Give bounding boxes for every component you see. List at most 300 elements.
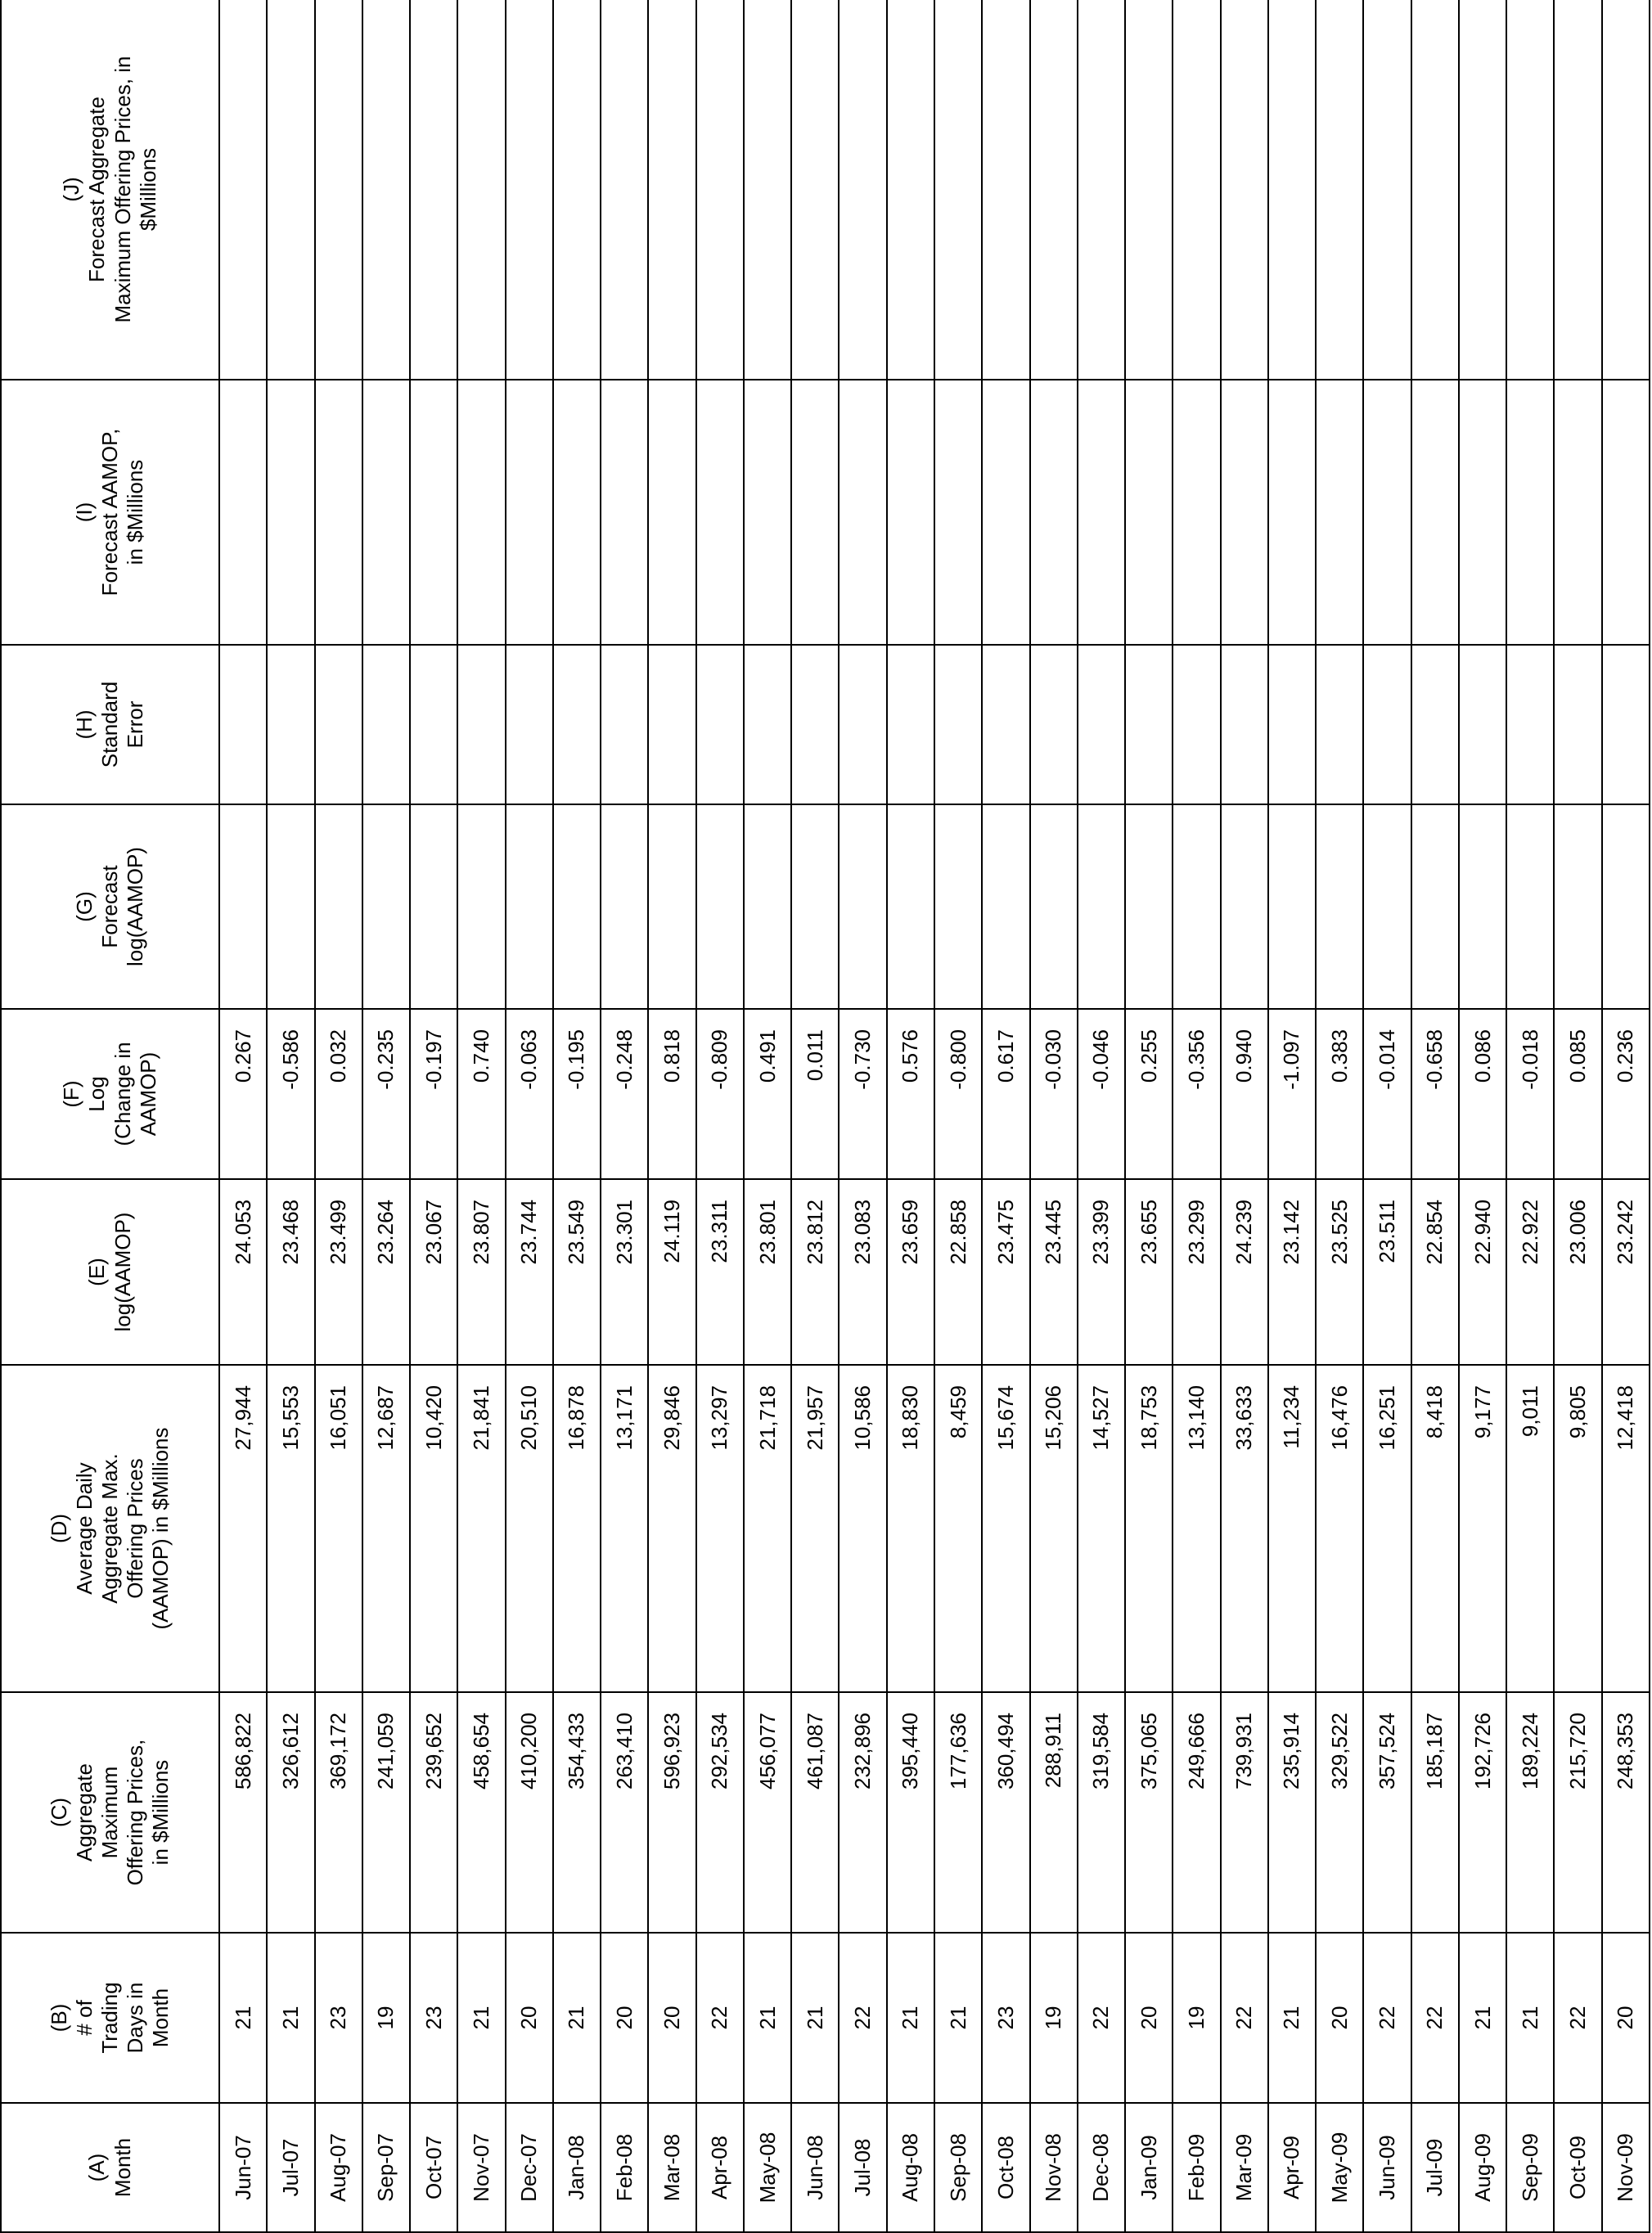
cell-forecast-log-aamop (1268, 804, 1316, 1009)
cell-trading-days: 21 (1506, 1933, 1554, 2103)
header-line: (C) (46, 1797, 71, 1828)
cell-month: Jan-09 (1125, 2103, 1173, 2232)
cell-forecast-aggregate (601, 0, 648, 380)
cell-aggregate-max-offering: 739,931 (1221, 1692, 1268, 1933)
cell-forecast-aamop (1316, 380, 1363, 645)
cell-trading-days: 20 (1125, 1933, 1173, 2103)
cell-log-aamop: 24.239 (1221, 1179, 1268, 1365)
cell-standard-error (1411, 645, 1459, 804)
cell-log-change-aamop: 0.940 (1221, 1009, 1268, 1179)
cell-forecast-aggregate (1173, 0, 1220, 380)
cell-trading-days: 21 (553, 1933, 601, 2103)
cell-log-aamop: 23.006 (1554, 1179, 1601, 1365)
cell-aggregate-max-offering: 189,224 (1506, 1692, 1554, 1933)
cell-aggregate-max-offering: 360,494 (982, 1692, 1029, 1933)
header-line: Month (110, 2137, 135, 2198)
cell-log-aamop: 24.053 (219, 1179, 267, 1365)
header-line: Aggregate (71, 1763, 97, 1862)
table-row (696, 0, 744, 2232)
cell-month: Sep-09 (1506, 2103, 1554, 2232)
cell-forecast-log-aamop (696, 804, 744, 1009)
header-line: Aggregate Max. (97, 1453, 122, 1604)
cell-aggregate-max-offering: 354,433 (553, 1692, 601, 1933)
cell-trading-days: 23 (410, 1933, 457, 2103)
cell-forecast-aamop (457, 380, 505, 645)
cell-forecast-log-aamop (553, 804, 601, 1009)
cell-month: Sep-08 (934, 2103, 982, 2232)
cell-standard-error (1173, 645, 1220, 804)
cell-avg-daily-aamop: 8,418 (1411, 1365, 1459, 1692)
header-line: in $Millions (123, 459, 148, 565)
cell-standard-error (1268, 645, 1316, 804)
cell-forecast-aggregate (887, 0, 934, 380)
cell-forecast-aggregate (1078, 0, 1125, 380)
cell-log-aamop: 24.119 (648, 1179, 695, 1365)
cell-month: Apr-09 (1268, 2103, 1316, 2232)
cell-forecast-aamop (219, 380, 267, 645)
header-line: log(AAMOP) (110, 1212, 135, 1332)
cell-aggregate-max-offering: 241,059 (362, 1692, 410, 1933)
cell-log-change-aamop: -0.014 (1363, 1009, 1411, 1179)
cell-standard-error (457, 645, 505, 804)
cell-log-aamop: 23.264 (362, 1179, 410, 1365)
cell-month: Dec-07 (506, 2103, 553, 2232)
cell-log-change-aamop: 0.383 (1316, 1009, 1363, 1179)
cell-forecast-aggregate (839, 0, 886, 380)
cell-forecast-aggregate (553, 0, 601, 380)
cell-log-aamop: 23.242 (1602, 1179, 1650, 1365)
table-row (1268, 0, 1316, 2232)
header-line: (F) (59, 1080, 84, 1108)
header-line: (D) (46, 1513, 71, 1544)
cell-log-aamop: 23.511 (1363, 1179, 1411, 1365)
cell-forecast-log-aamop (1554, 804, 1601, 1009)
cell-standard-error (315, 645, 362, 804)
header-line: Forecast AAMOP, (97, 428, 122, 597)
cell-trading-days: 21 (791, 1933, 839, 2103)
cell-standard-error (601, 645, 648, 804)
cell-avg-daily-aamop: 9,011 (1506, 1365, 1554, 1692)
cell-forecast-aamop (362, 380, 410, 645)
cell-avg-daily-aamop: 10,420 (410, 1365, 457, 1692)
cell-forecast-aggregate (1268, 0, 1316, 380)
cell-aggregate-max-offering: 596,923 (648, 1692, 695, 1933)
cell-standard-error (696, 645, 744, 804)
header-line: (AAMOP) in $Millions (148, 1427, 173, 1630)
cell-log-change-aamop: -0.063 (506, 1009, 553, 1179)
cell-month: Jun-07 (219, 2103, 267, 2232)
cell-forecast-aamop (744, 380, 791, 645)
header-line: Month (148, 1988, 173, 2048)
cell-forecast-aamop (506, 380, 553, 645)
header-row (1, 0, 219, 2232)
header-line: in $Millions (148, 1759, 173, 1866)
header-forecast-aamop (1, 380, 219, 645)
header-line: Error (123, 700, 148, 749)
cell-aggregate-max-offering: 458,654 (457, 1692, 505, 1933)
cell-aggregate-max-offering: 215,720 (1554, 1692, 1601, 1933)
table-row (1411, 0, 1459, 2232)
cell-month: Mar-09 (1221, 2103, 1268, 2232)
cell-log-aamop: 23.499 (315, 1179, 362, 1365)
cell-avg-daily-aamop: 33,633 (1221, 1365, 1268, 1692)
cell-log-aamop: 23.142 (1268, 1179, 1316, 1365)
cell-aggregate-max-offering: 249,666 (1173, 1692, 1220, 1933)
cell-forecast-aggregate (1506, 0, 1554, 380)
table-row (553, 0, 601, 2232)
cell-trading-days: 21 (219, 1933, 267, 2103)
cell-log-change-aamop: 0.576 (887, 1009, 934, 1179)
cell-avg-daily-aamop: 21,841 (457, 1365, 505, 1692)
cell-forecast-log-aamop (1411, 804, 1459, 1009)
table-row (744, 0, 791, 2232)
cell-month: Jul-08 (839, 2103, 886, 2232)
cell-avg-daily-aamop: 20,510 (506, 1365, 553, 1692)
cell-avg-daily-aamop: 11,234 (1268, 1365, 1316, 1692)
header-line: (E) (84, 1258, 110, 1286)
header-month (1, 2103, 219, 2232)
table-row (1078, 0, 1125, 2232)
cell-standard-error (506, 645, 553, 804)
header-line: AAMOP) (135, 1051, 160, 1137)
cell-avg-daily-aamop: 15,206 (1030, 1365, 1078, 1692)
cell-forecast-log-aamop (315, 804, 362, 1009)
table-row (1554, 0, 1601, 2232)
cell-forecast-log-aamop (1506, 804, 1554, 1009)
cell-aggregate-max-offering: 248,353 (1602, 1692, 1650, 1933)
cell-aggregate-max-offering: 235,914 (1268, 1692, 1316, 1933)
table-row (1459, 0, 1506, 2232)
cell-log-change-aamop: 0.011 (791, 1009, 839, 1179)
cell-forecast-aamop (934, 380, 982, 645)
cell-month: Nov-08 (1030, 2103, 1078, 2232)
cell-trading-days: 22 (839, 1933, 886, 2103)
cell-trading-days: 22 (1363, 1933, 1411, 2103)
cell-log-change-aamop: 0.085 (1554, 1009, 1601, 1179)
cell-standard-error (839, 645, 886, 804)
cell-forecast-aggregate (219, 0, 267, 380)
cell-forecast-aamop (1506, 380, 1554, 645)
cell-forecast-aamop (1221, 380, 1268, 645)
cell-log-change-aamop: 0.617 (982, 1009, 1029, 1179)
cell-log-aamop: 23.525 (1316, 1179, 1363, 1365)
cell-forecast-aamop (791, 380, 839, 645)
header-line: Trading (97, 1982, 122, 2054)
cell-month: Jul-07 (267, 2103, 314, 2232)
cell-trading-days: 21 (457, 1933, 505, 2103)
cell-avg-daily-aamop: 21,957 (791, 1365, 839, 1692)
cell-forecast-log-aamop (1221, 804, 1268, 1009)
cell-trading-days: 20 (648, 1933, 695, 2103)
table-row (934, 0, 982, 2232)
header-line: (H) (71, 709, 97, 740)
cell-forecast-aamop (1173, 380, 1220, 645)
cell-aggregate-max-offering: 232,896 (839, 1692, 886, 1933)
header-avg-daily-aamop (1, 1365, 219, 1692)
cell-forecast-log-aamop (1602, 804, 1650, 1009)
cell-avg-daily-aamop: 9,177 (1459, 1365, 1506, 1692)
cell-standard-error (982, 645, 1029, 804)
table-row (791, 0, 839, 2232)
header-log-aamop (1, 1179, 219, 1365)
cell-forecast-aggregate (1602, 0, 1650, 380)
cell-log-change-aamop: -0.800 (934, 1009, 982, 1179)
cell-standard-error (744, 645, 791, 804)
cell-aggregate-max-offering: 263,410 (601, 1692, 648, 1933)
cell-aggregate-max-offering: 586,822 (219, 1692, 267, 1933)
cell-log-change-aamop: 0.236 (1602, 1009, 1650, 1179)
cell-aggregate-max-offering: 185,187 (1411, 1692, 1459, 1933)
cell-log-aamop: 22.922 (1506, 1179, 1554, 1365)
cell-avg-daily-aamop: 10,586 (839, 1365, 886, 1692)
cell-forecast-aggregate (362, 0, 410, 380)
cell-forecast-aggregate (1459, 0, 1506, 380)
header-line: Log (84, 1076, 110, 1112)
cell-trading-days: 21 (887, 1933, 934, 2103)
table-row (457, 0, 505, 2232)
header-line: (I) (71, 502, 97, 523)
cell-log-aamop: 23.301 (601, 1179, 648, 1365)
cell-trading-days: 21 (267, 1933, 314, 2103)
header-line: (G) (71, 891, 97, 922)
cell-month: Jun-08 (791, 2103, 839, 2232)
cell-log-aamop: 22.854 (1411, 1179, 1459, 1365)
header-line: # of (71, 2000, 97, 2036)
cell-avg-daily-aamop: 8,459 (934, 1365, 982, 1692)
header-log-change-aamop (1, 1009, 219, 1179)
cell-forecast-log-aamop (1316, 804, 1363, 1009)
cell-forecast-aggregate (744, 0, 791, 380)
cell-aggregate-max-offering: 410,200 (506, 1692, 553, 1933)
cell-aggregate-max-offering: 369,172 (315, 1692, 362, 1933)
cell-trading-days: 22 (696, 1933, 744, 2103)
cell-month: Jun-09 (1363, 2103, 1411, 2232)
cell-aggregate-max-offering: 461,087 (791, 1692, 839, 1933)
cell-standard-error (887, 645, 934, 804)
cell-log-aamop: 23.468 (267, 1179, 314, 1365)
cell-avg-daily-aamop: 18,830 (887, 1365, 934, 1692)
cell-month: Aug-09 (1459, 2103, 1506, 2232)
table-row (648, 0, 695, 2232)
table-row (982, 0, 1029, 2232)
cell-log-aamop: 23.067 (410, 1179, 457, 1365)
cell-avg-daily-aamop: 29,846 (648, 1365, 695, 1692)
cell-log-aamop: 23.801 (744, 1179, 791, 1365)
cell-forecast-aamop (1411, 380, 1459, 645)
cell-avg-daily-aamop: 16,051 (315, 1365, 362, 1692)
table-row (1125, 0, 1173, 2232)
cell-log-change-aamop: -0.197 (410, 1009, 457, 1179)
cell-avg-daily-aamop: 16,878 (553, 1365, 601, 1692)
cell-forecast-log-aamop (1078, 804, 1125, 1009)
cell-trading-days: 21 (744, 1933, 791, 2103)
cell-log-change-aamop: -0.046 (1078, 1009, 1125, 1179)
cell-month: Aug-08 (887, 2103, 934, 2232)
cell-forecast-aamop (839, 380, 886, 645)
cell-standard-error (791, 645, 839, 804)
cell-forecast-log-aamop (267, 804, 314, 1009)
cell-trading-days: 21 (934, 1933, 982, 2103)
cell-forecast-aamop (887, 380, 934, 645)
cell-standard-error (1459, 645, 1506, 804)
table-row (219, 0, 267, 2232)
cell-log-aamop: 23.812 (791, 1179, 839, 1365)
cell-avg-daily-aamop: 15,553 (267, 1365, 314, 1692)
cell-log-aamop: 22.858 (934, 1179, 982, 1365)
cell-month: Nov-09 (1602, 2103, 1650, 2232)
cell-standard-error (1602, 645, 1650, 804)
cell-trading-days: 20 (1316, 1933, 1363, 2103)
cell-month: Apr-08 (696, 2103, 744, 2232)
cell-forecast-aggregate (1316, 0, 1363, 380)
header-line: Maximum (97, 1766, 122, 1859)
header-line: (Change in (110, 1042, 135, 1146)
cell-standard-error (1554, 645, 1601, 804)
cell-standard-error (934, 645, 982, 804)
cell-log-aamop: 23.549 (553, 1179, 601, 1365)
cell-forecast-log-aamop (1363, 804, 1411, 1009)
table-row (1221, 0, 1268, 2232)
cell-forecast-log-aamop (506, 804, 553, 1009)
cell-month: Oct-09 (1554, 2103, 1601, 2232)
cell-aggregate-max-offering: 292,534 (696, 1692, 744, 1933)
cell-log-change-aamop: 0.255 (1125, 1009, 1173, 1179)
cell-avg-daily-aamop: 27,944 (219, 1365, 267, 1692)
cell-trading-days: 22 (1221, 1933, 1268, 2103)
cell-month: Feb-08 (601, 2103, 648, 2232)
cell-month: Dec-08 (1078, 2103, 1125, 2232)
cell-trading-days: 22 (1411, 1933, 1459, 2103)
cell-forecast-log-aamop (219, 804, 267, 1009)
cell-log-change-aamop: -0.248 (601, 1009, 648, 1179)
cell-forecast-log-aamop (410, 804, 457, 1009)
cell-aggregate-max-offering: 326,612 (267, 1692, 314, 1933)
cell-forecast-log-aamop (362, 804, 410, 1009)
cell-log-change-aamop: -0.809 (696, 1009, 744, 1179)
header-line: Average Daily (71, 1462, 97, 1595)
cell-standard-error (410, 645, 457, 804)
cell-forecast-aamop (1125, 380, 1173, 645)
cell-month: Sep-07 (362, 2103, 410, 2232)
cell-aggregate-max-offering: 357,524 (1363, 1692, 1411, 1933)
cell-aggregate-max-offering: 375,065 (1125, 1692, 1173, 1933)
header-aggregate-max-offering (1, 1692, 219, 1933)
cell-log-change-aamop: -0.586 (267, 1009, 314, 1179)
cell-log-change-aamop: 0.740 (457, 1009, 505, 1179)
cell-forecast-aggregate (648, 0, 695, 380)
table-row (1602, 0, 1650, 2232)
cell-avg-daily-aamop: 13,171 (601, 1365, 648, 1692)
cell-forecast-aamop (982, 380, 1029, 645)
cell-avg-daily-aamop: 12,418 (1602, 1365, 1650, 1692)
cell-trading-days: 20 (601, 1933, 648, 2103)
cell-forecast-aamop (410, 380, 457, 645)
cell-forecast-log-aamop (1030, 804, 1078, 1009)
cell-forecast-aggregate (315, 0, 362, 380)
header-line: Forecast (97, 865, 122, 948)
cell-forecast-aamop (553, 380, 601, 645)
cell-month: Jul-09 (1411, 2103, 1459, 2232)
cell-forecast-aggregate (410, 0, 457, 380)
cell-forecast-aggregate (457, 0, 505, 380)
cell-forecast-aamop (1602, 380, 1650, 645)
cell-month: Oct-07 (410, 2103, 457, 2232)
cell-avg-daily-aamop: 14,527 (1078, 1365, 1125, 1692)
cell-log-aamop: 23.659 (887, 1179, 934, 1365)
cell-forecast-log-aamop (457, 804, 505, 1009)
cell-avg-daily-aamop: 15,674 (982, 1365, 1029, 1692)
cell-forecast-aamop (696, 380, 744, 645)
cell-standard-error (1030, 645, 1078, 804)
header-line: Forecast Aggregate (84, 97, 110, 282)
cell-trading-days: 20 (1602, 1933, 1650, 2103)
header-line: (A) (84, 2153, 110, 2182)
cell-trading-days: 19 (1173, 1933, 1220, 2103)
cell-forecast-aamop (315, 380, 362, 645)
cell-log-change-aamop: 0.267 (219, 1009, 267, 1179)
header-line: $Millions (135, 147, 160, 232)
cell-month: May-08 (744, 2103, 791, 2232)
cell-forecast-aamop (1078, 380, 1125, 645)
cell-log-change-aamop: -0.235 (362, 1009, 410, 1179)
cell-month: Mar-08 (648, 2103, 695, 2232)
cell-standard-error (1363, 645, 1411, 804)
cell-standard-error (1506, 645, 1554, 804)
cell-forecast-aggregate (506, 0, 553, 380)
cell-standard-error (1316, 645, 1363, 804)
table-row (1506, 0, 1554, 2232)
cell-aggregate-max-offering: 177,636 (934, 1692, 982, 1933)
cell-log-change-aamop: -1.097 (1268, 1009, 1316, 1179)
cell-forecast-log-aamop (791, 804, 839, 1009)
cell-forecast-aggregate (267, 0, 314, 380)
header-line: Standard (97, 681, 122, 768)
cell-forecast-log-aamop (1173, 804, 1220, 1009)
cell-log-aamop: 23.445 (1030, 1179, 1078, 1365)
cell-forecast-aamop (601, 380, 648, 645)
header-line: (B) (46, 2003, 71, 2033)
table-row (506, 0, 553, 2232)
cell-log-change-aamop: 0.491 (744, 1009, 791, 1179)
cell-forecast-log-aamop (744, 804, 791, 1009)
header-standard-error (1, 645, 219, 804)
cell-log-change-aamop: -0.030 (1030, 1009, 1078, 1179)
cell-forecast-aamop (648, 380, 695, 645)
cell-standard-error (1221, 645, 1268, 804)
header-line: (J) (59, 177, 84, 202)
cell-log-aamop: 23.311 (696, 1179, 744, 1365)
table-row (410, 0, 457, 2232)
cell-forecast-log-aamop (1125, 804, 1173, 1009)
cell-forecast-aamop (1554, 380, 1601, 645)
cell-forecast-aggregate (1221, 0, 1268, 380)
cell-log-change-aamop: -0.730 (839, 1009, 886, 1179)
cell-forecast-log-aamop (648, 804, 695, 1009)
cell-forecast-aggregate (1554, 0, 1601, 380)
cell-aggregate-max-offering: 395,440 (887, 1692, 934, 1933)
cell-log-change-aamop: -0.195 (553, 1009, 601, 1179)
table-row (267, 0, 314, 2232)
cell-avg-daily-aamop: 18,753 (1125, 1365, 1173, 1692)
cell-log-change-aamop: -0.356 (1173, 1009, 1220, 1179)
table-row (601, 0, 648, 2232)
cell-month: Oct-08 (982, 2103, 1029, 2232)
table-row (887, 0, 934, 2232)
cell-log-aamop: 23.807 (457, 1179, 505, 1365)
cell-avg-daily-aamop: 13,140 (1173, 1365, 1220, 1692)
header-forecast-aggregate (1, 0, 219, 380)
cell-log-aamop: 23.083 (839, 1179, 886, 1365)
